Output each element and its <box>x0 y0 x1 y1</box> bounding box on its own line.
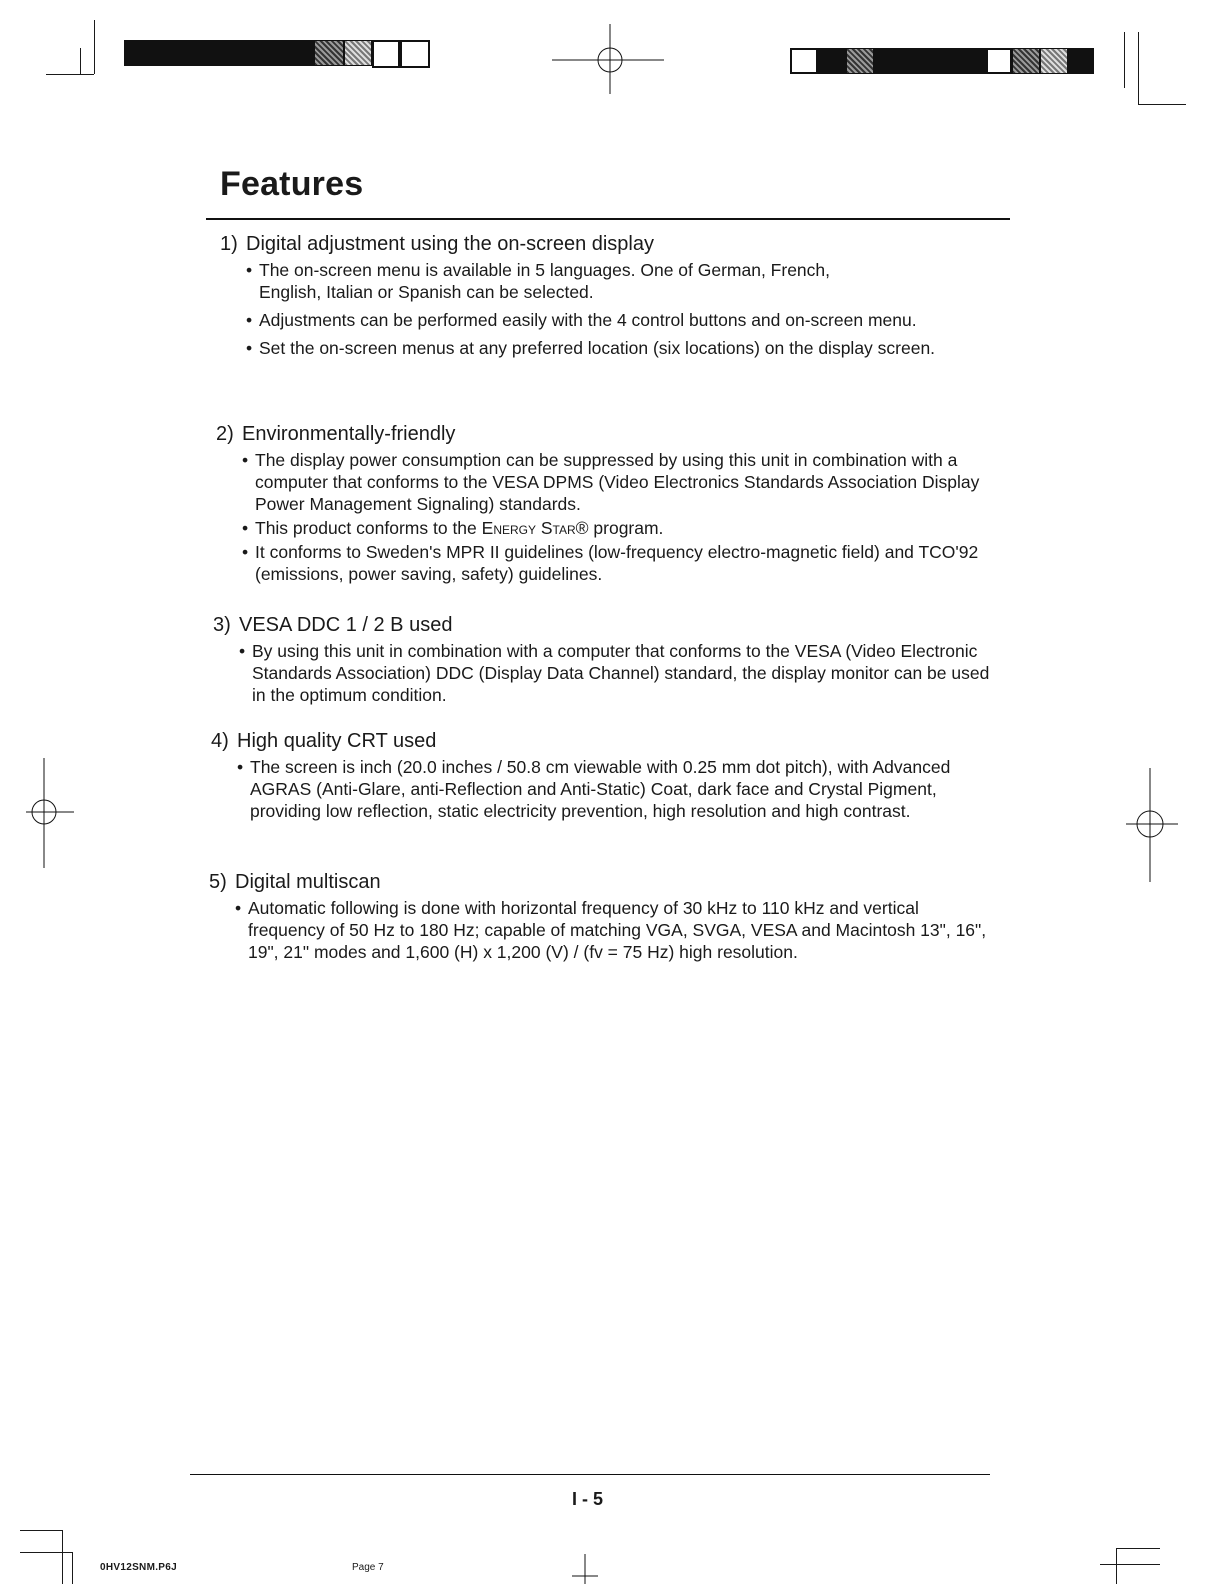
section-heading <box>209 869 998 895</box>
section-number: 3) <box>213 614 231 636</box>
bullet-item: • The display power consumption can be suppressed by using this unit in combination with a computer that conforms to the VESA DPMS (Video Electronics Standards Association Display Power Management Signaling) standards. <box>242 449 1005 515</box>
feature-section-5 <box>209 869 998 963</box>
bullet-item: • Adjustments can be performed easily with the 4 control buttons and on-screen menu. <box>246 309 979 331</box>
bullet-item: • The on-screen menu is available in 5 languages. One of German, French, English, Italian or Spanish can be selected. <box>246 259 879 303</box>
section-title: Digital multiscan <box>235 871 381 893</box>
color-bar <box>986 48 1012 74</box>
bullet-text: ® program. <box>575 518 664 538</box>
bullet-item: • The screen is inch (20.0 inches / 50.8 cm viewable with 0.25 mm dot pitch), with Advanced AGRAS (Anti-Glare, anti-Reflection and Anti-Static) Coat, dark face and Crystal Pigment, providing low reflection, static electricity prevention, high resolution and high contrast. <box>237 756 1000 822</box>
section-title: Digital adjustment using the on-screen display <box>246 233 654 255</box>
color-bar <box>400 40 430 68</box>
crop-mark <box>1138 32 1139 104</box>
color-bar <box>846 48 874 74</box>
bullet-item: • Set the on-screen menus at any preferred location (six locations) on the display screen. <box>246 337 984 359</box>
color-bar <box>1068 48 1094 74</box>
section-heading <box>220 231 984 257</box>
page-title: Features <box>220 165 364 203</box>
registration-crosshair-icon <box>1126 768 1178 882</box>
crop-mark <box>20 1552 72 1553</box>
section-number: 4) <box>211 730 229 752</box>
section-number: 5) <box>209 871 227 893</box>
registration-crosshair-icon <box>570 1554 600 1584</box>
crop-mark <box>1100 1564 1160 1565</box>
registration-crosshair-icon <box>552 24 664 94</box>
footer-rule <box>190 1474 990 1475</box>
crop-mark <box>20 1530 62 1531</box>
bullet-text: This product conforms to the <box>255 518 482 538</box>
crop-mark <box>1124 32 1125 88</box>
section-title: High quality CRT used <box>237 730 437 752</box>
crop-mark <box>46 74 94 75</box>
color-bar <box>790 48 818 74</box>
color-bar <box>124 40 314 66</box>
page-number: I - 5 <box>572 1489 604 1509</box>
bullet-item: • It conforms to Sweden's MPR II guidelines (low-frequency electro-magnetic field) and TCO'92 (emissions, power saving, safety) guidelines. <box>242 541 980 585</box>
section-number: 1) <box>220 233 238 255</box>
section-title: Environmentally-friendly <box>242 423 456 445</box>
registration-crosshair-icon <box>26 758 74 868</box>
crop-mark <box>80 48 81 74</box>
color-bar <box>1012 48 1040 74</box>
crop-mark <box>1116 1548 1117 1584</box>
color-bar <box>372 40 400 68</box>
color-bar <box>818 48 846 74</box>
crop-mark <box>94 20 95 74</box>
color-bar <box>1040 48 1068 74</box>
bullet-item: • By using this unit in combination with a computer that conforms to the VESA (Video Electronic Standards Association) DDC (Display Data Channel) standard, the display monitor can be used in the optimum condition. <box>239 640 1002 706</box>
color-bar <box>314 40 344 66</box>
footer-filename: 0HV12SNM.P6J <box>100 1562 177 1573</box>
feature-section-4 <box>211 728 1000 822</box>
crop-mark <box>1116 1548 1160 1549</box>
color-bar <box>874 48 986 74</box>
energy-star-mark: Energy Star <box>481 518 576 538</box>
section-title: VESA DDC 1 / 2 B used <box>239 614 453 636</box>
footer-page-label: Page 7 <box>352 1562 384 1573</box>
crop-mark <box>72 1552 73 1584</box>
title-rule <box>206 218 1010 220</box>
section-heading <box>213 612 1002 638</box>
feature-section-1 <box>220 231 984 359</box>
crop-mark <box>1138 104 1186 105</box>
bullet-item: • Automatic following is done with horizontal frequency of 30 kHz to 110 kHz and vertical frequency of 50 Hz to 180 Hz; capable of matching VGA, SVGA, VESA and Macintosh 13", 16", 19", 21" modes and 1,600 (H) x 1,200 (V) / (fv = 75 Hz) high resolution. <box>235 897 998 963</box>
feature-section-2 <box>216 421 1005 585</box>
color-bar <box>344 40 372 66</box>
section-heading <box>216 421 1005 447</box>
section-number: 2) <box>216 423 234 445</box>
section-heading <box>211 728 1000 754</box>
bullet-item <box>242 517 1005 539</box>
crop-mark <box>62 1530 63 1584</box>
feature-section-3 <box>213 612 1002 706</box>
